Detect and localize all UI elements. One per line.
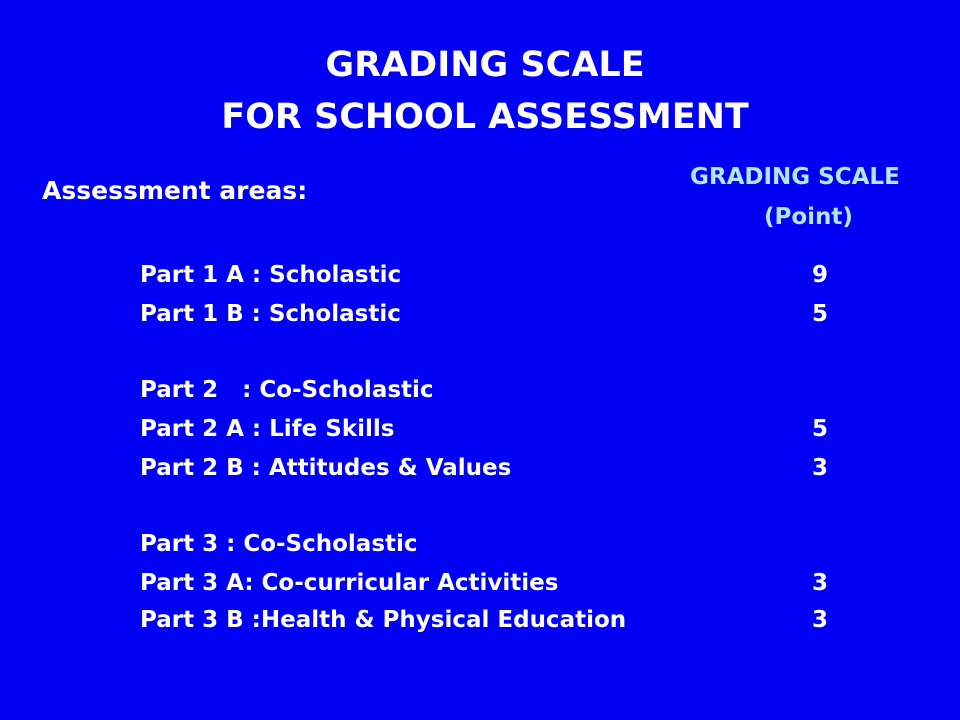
row-part-2-label: Part 2 : Co-Scholastic (140, 377, 434, 403)
row-part-1a-points: 9 (811, 262, 828, 288)
row-part-2b-points: 3 (811, 455, 828, 481)
row-part-1b-points: 5 (811, 301, 828, 327)
row-part-1b-label: Part 1 B : Scholastic (140, 301, 401, 327)
row-part-3a-points: 3 (811, 570, 828, 596)
row-part-3b-label: Part 3 B :Health & Physical Education (140, 607, 627, 633)
assessment-areas-heading: Assessment areas: (42, 176, 308, 205)
row-part-3a-label: Part 3 A: Co-curricular Activities (140, 570, 559, 596)
row-part-3b-points: 3 (811, 607, 828, 633)
row-part-1a-label: Part 1 A : Scholastic (140, 262, 402, 288)
title-line-2: FOR SCHOOL ASSESSMENT (221, 97, 749, 137)
row-part-2b-label: Part 2 B : Attitudes & Values (140, 455, 512, 481)
row-part-2a-points: 5 (811, 416, 828, 442)
grading-scale-heading-line-2: (Point) (764, 204, 853, 230)
grading-scale-heading-line-1: GRADING SCALE (690, 164, 900, 190)
row-part-2a-label: Part 2 A : Life Skills (140, 416, 395, 442)
title-line-1: GRADING SCALE (325, 45, 645, 85)
row-part-3-label: Part 3 : Co-Scholastic (140, 531, 418, 557)
